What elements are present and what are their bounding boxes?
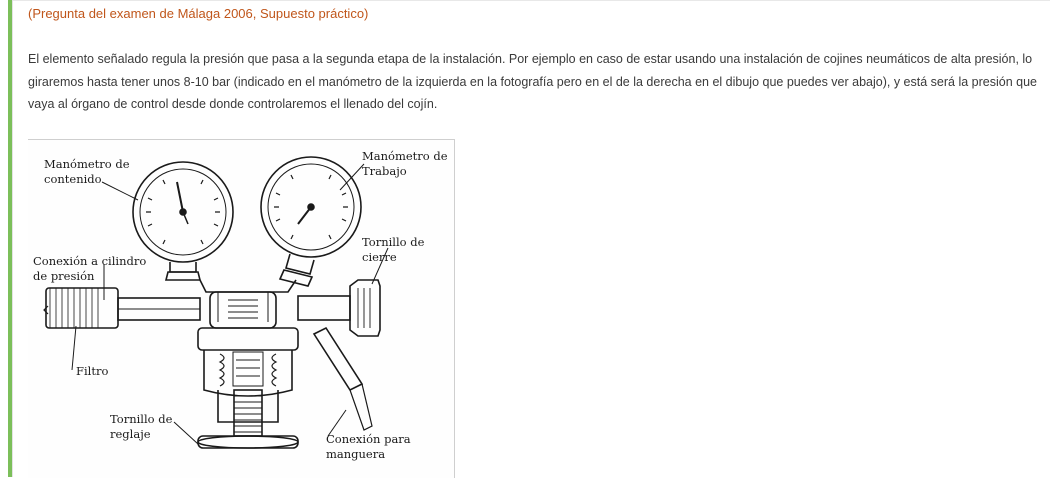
pressure-regulator-diagram [28, 140, 454, 478]
label-contenido-line2: contenido [44, 172, 102, 186]
article-paragraph: El elemento señalado regula la presión que pasa a la segunda etapa de la instalación. Por ejemplo en caso de estar usando una instalación de cojines neumáticos de alta presión, lo giraremos hasta tener unos 8-10 bar (indicado en el manómetro de la izquierda en la fotografía pero en el de la derecha en el dibujo que puedes ver abajo), y está será la presión que vaya al órgano de control desde donde controlaremos el llenado del cojín. [28, 52, 1037, 111]
quote-border-line [12, 0, 13, 477]
label-reglaje-line2: reglaje [110, 427, 151, 441]
label-tornillo-cierre-line1: Tornillo de [362, 235, 425, 249]
label-filtro: Filtro [76, 364, 109, 378]
leader-lines [72, 164, 388, 444]
outlet-valve-drawing [298, 280, 380, 430]
content-gauge-drawing [133, 162, 233, 280]
label-conexion-cilindro-line1: Conexión a cilindro [33, 254, 147, 268]
label-reglaje-line1: Tornillo de [110, 412, 173, 426]
label-tornillo-cierre-line2: cierre [362, 250, 397, 264]
top-divider [13, 0, 1050, 1]
label-manguera-line1: Conexión para [326, 432, 411, 446]
regulator-body-drawing [198, 280, 298, 448]
label-conexion-cilindro-line2: de presión [33, 269, 95, 283]
source-note: (Pregunta del examen de Málaga 2006, Supuesto práctico) [28, 6, 369, 21]
label-trabajo-line2: Trabajo [362, 164, 407, 178]
cylinder-inlet-drawing [44, 288, 200, 328]
label-contenido-line1: Manómetro de [44, 157, 130, 171]
work-gauge-drawing [261, 157, 361, 286]
page-margin [0, 0, 8, 477]
label-trabajo-line1: Manómetro de [362, 149, 448, 163]
regulator-diagram-figure [28, 139, 455, 478]
label-manguera-line2: manguera [326, 447, 386, 461]
